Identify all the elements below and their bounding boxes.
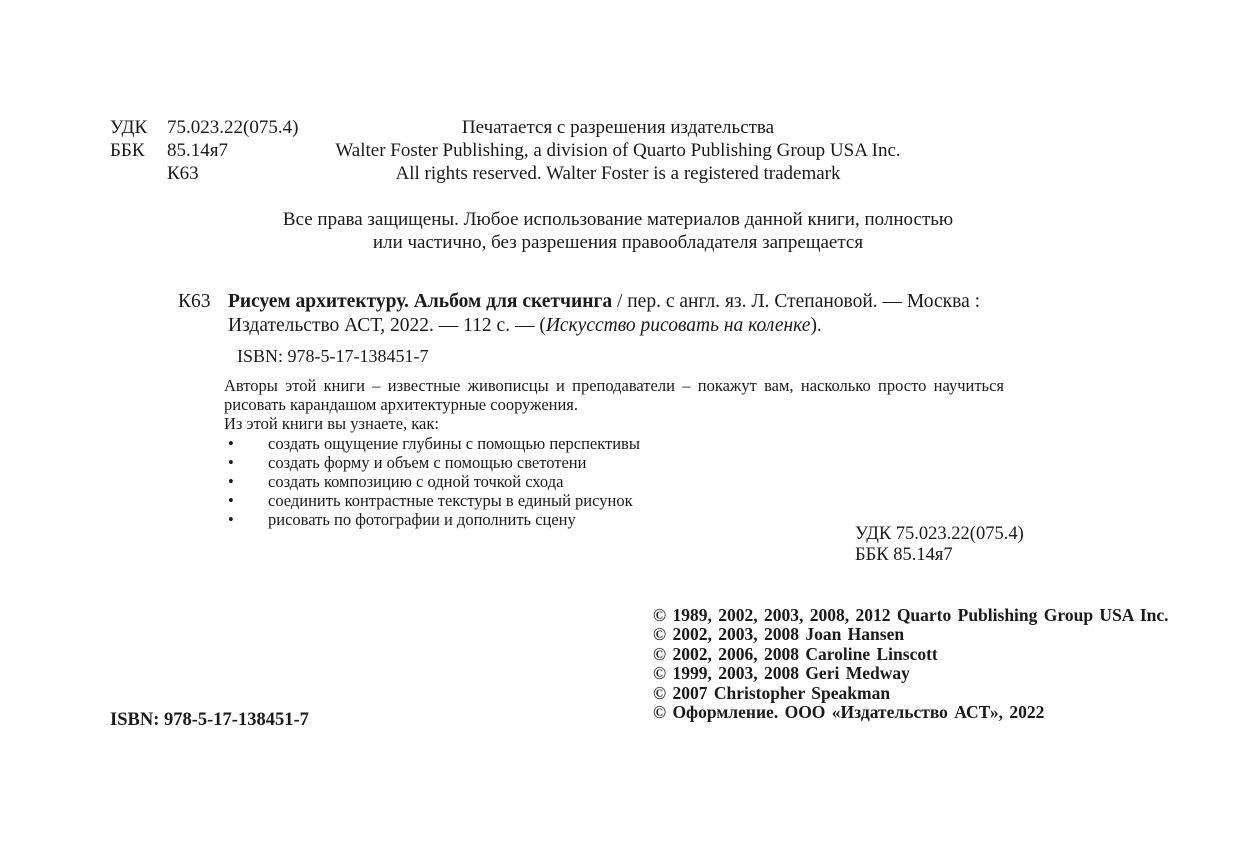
bullet-icon: • [228,491,234,511]
udk-right: УДК 75.023.22(075.4) [855,524,1024,544]
permission-line-1: Печатается с разрешения издательства [461,117,775,138]
book-title: Рисуем архитектуру. Альбом для скетчинга [228,291,613,312]
bullet-text: создать ощущение глубины с помощью перспективы [268,433,640,453]
catalog-line-1 [228,290,1038,314]
author-sign: К63 [167,163,199,184]
permission-header [0,116,1236,185]
classification-codes-right [855,524,1024,565]
bullet-icon: • [228,452,234,472]
list-item [224,491,1004,510]
annotation-line-2: рисовать карандашом архитектурные сооружения. [224,395,579,415]
bullet-icon: • [228,433,234,453]
list-item [224,472,1004,491]
bbk-value: 85.14я7 [167,140,228,161]
annotation-block [224,376,1004,530]
rights-line-2: или частично, без разрешения правообладателя запрещается [372,232,864,253]
isbn-bottom: ISBN: 978-5-17-138451-7 [110,710,309,730]
bullet-text: создать форму и объем с помощью светотени [268,452,587,472]
isbn-catalog: ISBN: 978-5-17-138451-7 [237,346,429,366]
copyright-line: © Оформление. ООО «Издательство АСТ», 2022 [653,702,1045,723]
rights-notice [0,208,1236,254]
catalog-imprint: / пер. с англ. яз. Л. Степановой. — Москва : [612,291,981,312]
rights-line-1: Все права защищены. Любое использование материалов данной книги, полностью [282,209,954,230]
series-title: Искусство рисовать на коленке [545,315,811,336]
permission-line-2: Walter Foster Publishing, a division of Quarto Publishing Group USA Inc. [335,140,901,161]
copyright-line: © 1989, 2002, 2003, 2008, 2012 Quarto Publishing Group USA Inc. [653,605,1169,625]
copyright-line: © 2002, 2003, 2008 Joan Hansen [653,624,905,645]
bullet-text: создать композицию с одной точкой схода [268,472,564,492]
catalog-author-sign: К63 [178,291,211,312]
permission-line-3: All rights reserved. Walter Foster is a registered trademark [395,163,841,184]
bullet-text: рисовать по фотографии и дополнить сцену [268,510,576,530]
annotation-lead-in: Из этой книги вы узнаете, как: [224,414,439,434]
bullet-icon: • [228,472,234,492]
copyright-line: © 1999, 2003, 2008 Geri Medway [653,663,910,684]
copyright-line: © 2002, 2006, 2008 Caroline Linscott [653,643,938,664]
udk-label: УДК [110,117,148,138]
bullet-icon: • [228,510,234,530]
catalog-line-2 [228,314,1038,338]
bbk-right: ББК 85.14я7 [855,544,953,565]
bbk-label: ББК [110,140,145,161]
udk-value: 75.023.22(075.4) [167,117,299,138]
catalog-line-2-end: ). [810,315,822,336]
catalog-entry [178,290,1038,338]
list-item [224,453,1004,472]
copyright-line: © 2007 Christopher Speakman [653,682,891,703]
bullet-text: соединить контрастные текстуры в единый рисунок [268,491,633,511]
list-item [224,434,1004,453]
copyright-block [653,606,1169,722]
annotation-line-1: Авторы этой книги – известные живописцы и преподаватели – покажут вам, насколько просто научиться [224,376,1004,395]
catalog-description [228,290,1038,338]
features-list [224,434,1004,530]
catalog-publisher: Издательство АСТ, 2022. — 112 с. — ( [228,315,546,336]
